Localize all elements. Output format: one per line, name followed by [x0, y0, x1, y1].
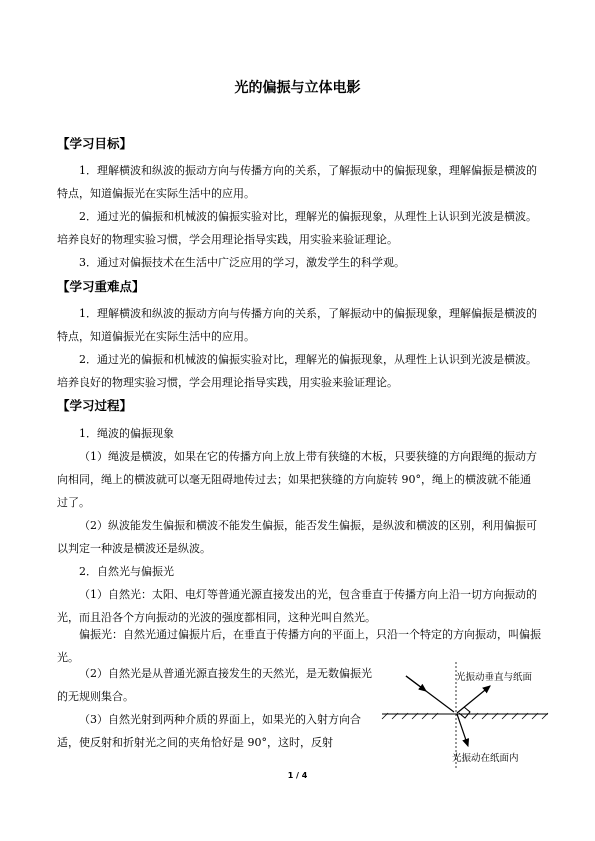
- polarization-figure: [380, 662, 550, 772]
- figure-label-bottom: 光振动在纸面内: [452, 753, 519, 764]
- paragraph-polarized-light: 偏振光：自然光通过偏振片后，在垂直于传播方向的平面上，只沿一个特定的方向振动，叫偏振光。: [57, 628, 541, 664]
- subheading-rope-wave: 1．绳波的偏振现象: [79, 427, 174, 440]
- paragraph-natural-light-2: （2）自然光是从普通光源直接发生的天然光，是无数偏振光的无规则集合。: [57, 667, 372, 703]
- paragraph-natural-light-3: （3）自然光射到两种介质的界面上，如果光的入射方向合适，使反射和折射光之间的夹角恰好是 90°，这时，反射: [57, 713, 361, 749]
- paragraph-natural-light-1: （1）自然光：太阳、电灯等普通光源直接发出的光，包含垂直于传播方向上沿一切方向振动的光，而且沿各个方向振动的光波的强度都相同，这种光叫自然光。: [57, 588, 537, 624]
- page-number: 1 / 4: [287, 771, 308, 780]
- goal-item-3: 3．通过对偏振技术在生活中广泛应用的学习，激发学生的科学观。: [79, 256, 405, 269]
- reflected-ray: [457, 686, 490, 713]
- figure-label-top: 光振动垂直与纸面: [456, 672, 533, 683]
- section-heading-process: 【学习过程】: [57, 398, 133, 413]
- right-angle-marker: [459, 707, 470, 718]
- goal-item-1: 1．理解横波和纵波的振动方向与传播方向的关系，了解振动中的偏振现象，理解偏振是横波的特点，知道偏振光在实际生活中的应用。: [57, 164, 537, 200]
- page-title: 光的偏振与立体电影: [234, 80, 361, 96]
- goal-item-2: 2．通过光的偏振和机械波的偏振实验对比，理解光的偏振现象，从理性上认识到光波是横波。培养良好的物理实验习惯，学会用理论指导实践，用实验来验证理论。: [57, 210, 537, 246]
- paragraph-rope-wave-2: （2）纵波能发生偏振和横波不能发生偏振，能否发生偏振，是纵波和横波的区别，利用偏振可以判定一种波是横波还是纵波。: [57, 519, 537, 555]
- paragraph-rope-wave-1: （1）绳波是横波，如果在它的传播方向上放上带有狭缝的木板，只要狭缝的方向跟绳的振动方向相同，绳上的横波就可以毫无阻碍地传过去；如果把狭缝的方向旋转 90°，绳上的横波就不能通过了。: [57, 450, 537, 509]
- key-point-item-1: 1．理解横波和纵波的振动方向与传播方向的关系，了解振动中的偏振现象，理解偏振是横波的特点，知道偏振光在实际生活中的应用。: [57, 307, 537, 343]
- subheading-natural-light: 2．自然光与偏振光: [79, 565, 174, 578]
- section-heading-goals: 【学习目标】: [57, 136, 133, 151]
- key-point-item-2: 2．通过光的偏振和机械波的偏振实验对比，理解光的偏振现象，从理性上认识到光波是横波。培养良好的物理实验习惯，学会用理论指导实践，用实验来验证理论。: [57, 353, 537, 389]
- refracted-ray: [457, 714, 468, 746]
- section-heading-key-points: 【学习重难点】: [57, 279, 145, 294]
